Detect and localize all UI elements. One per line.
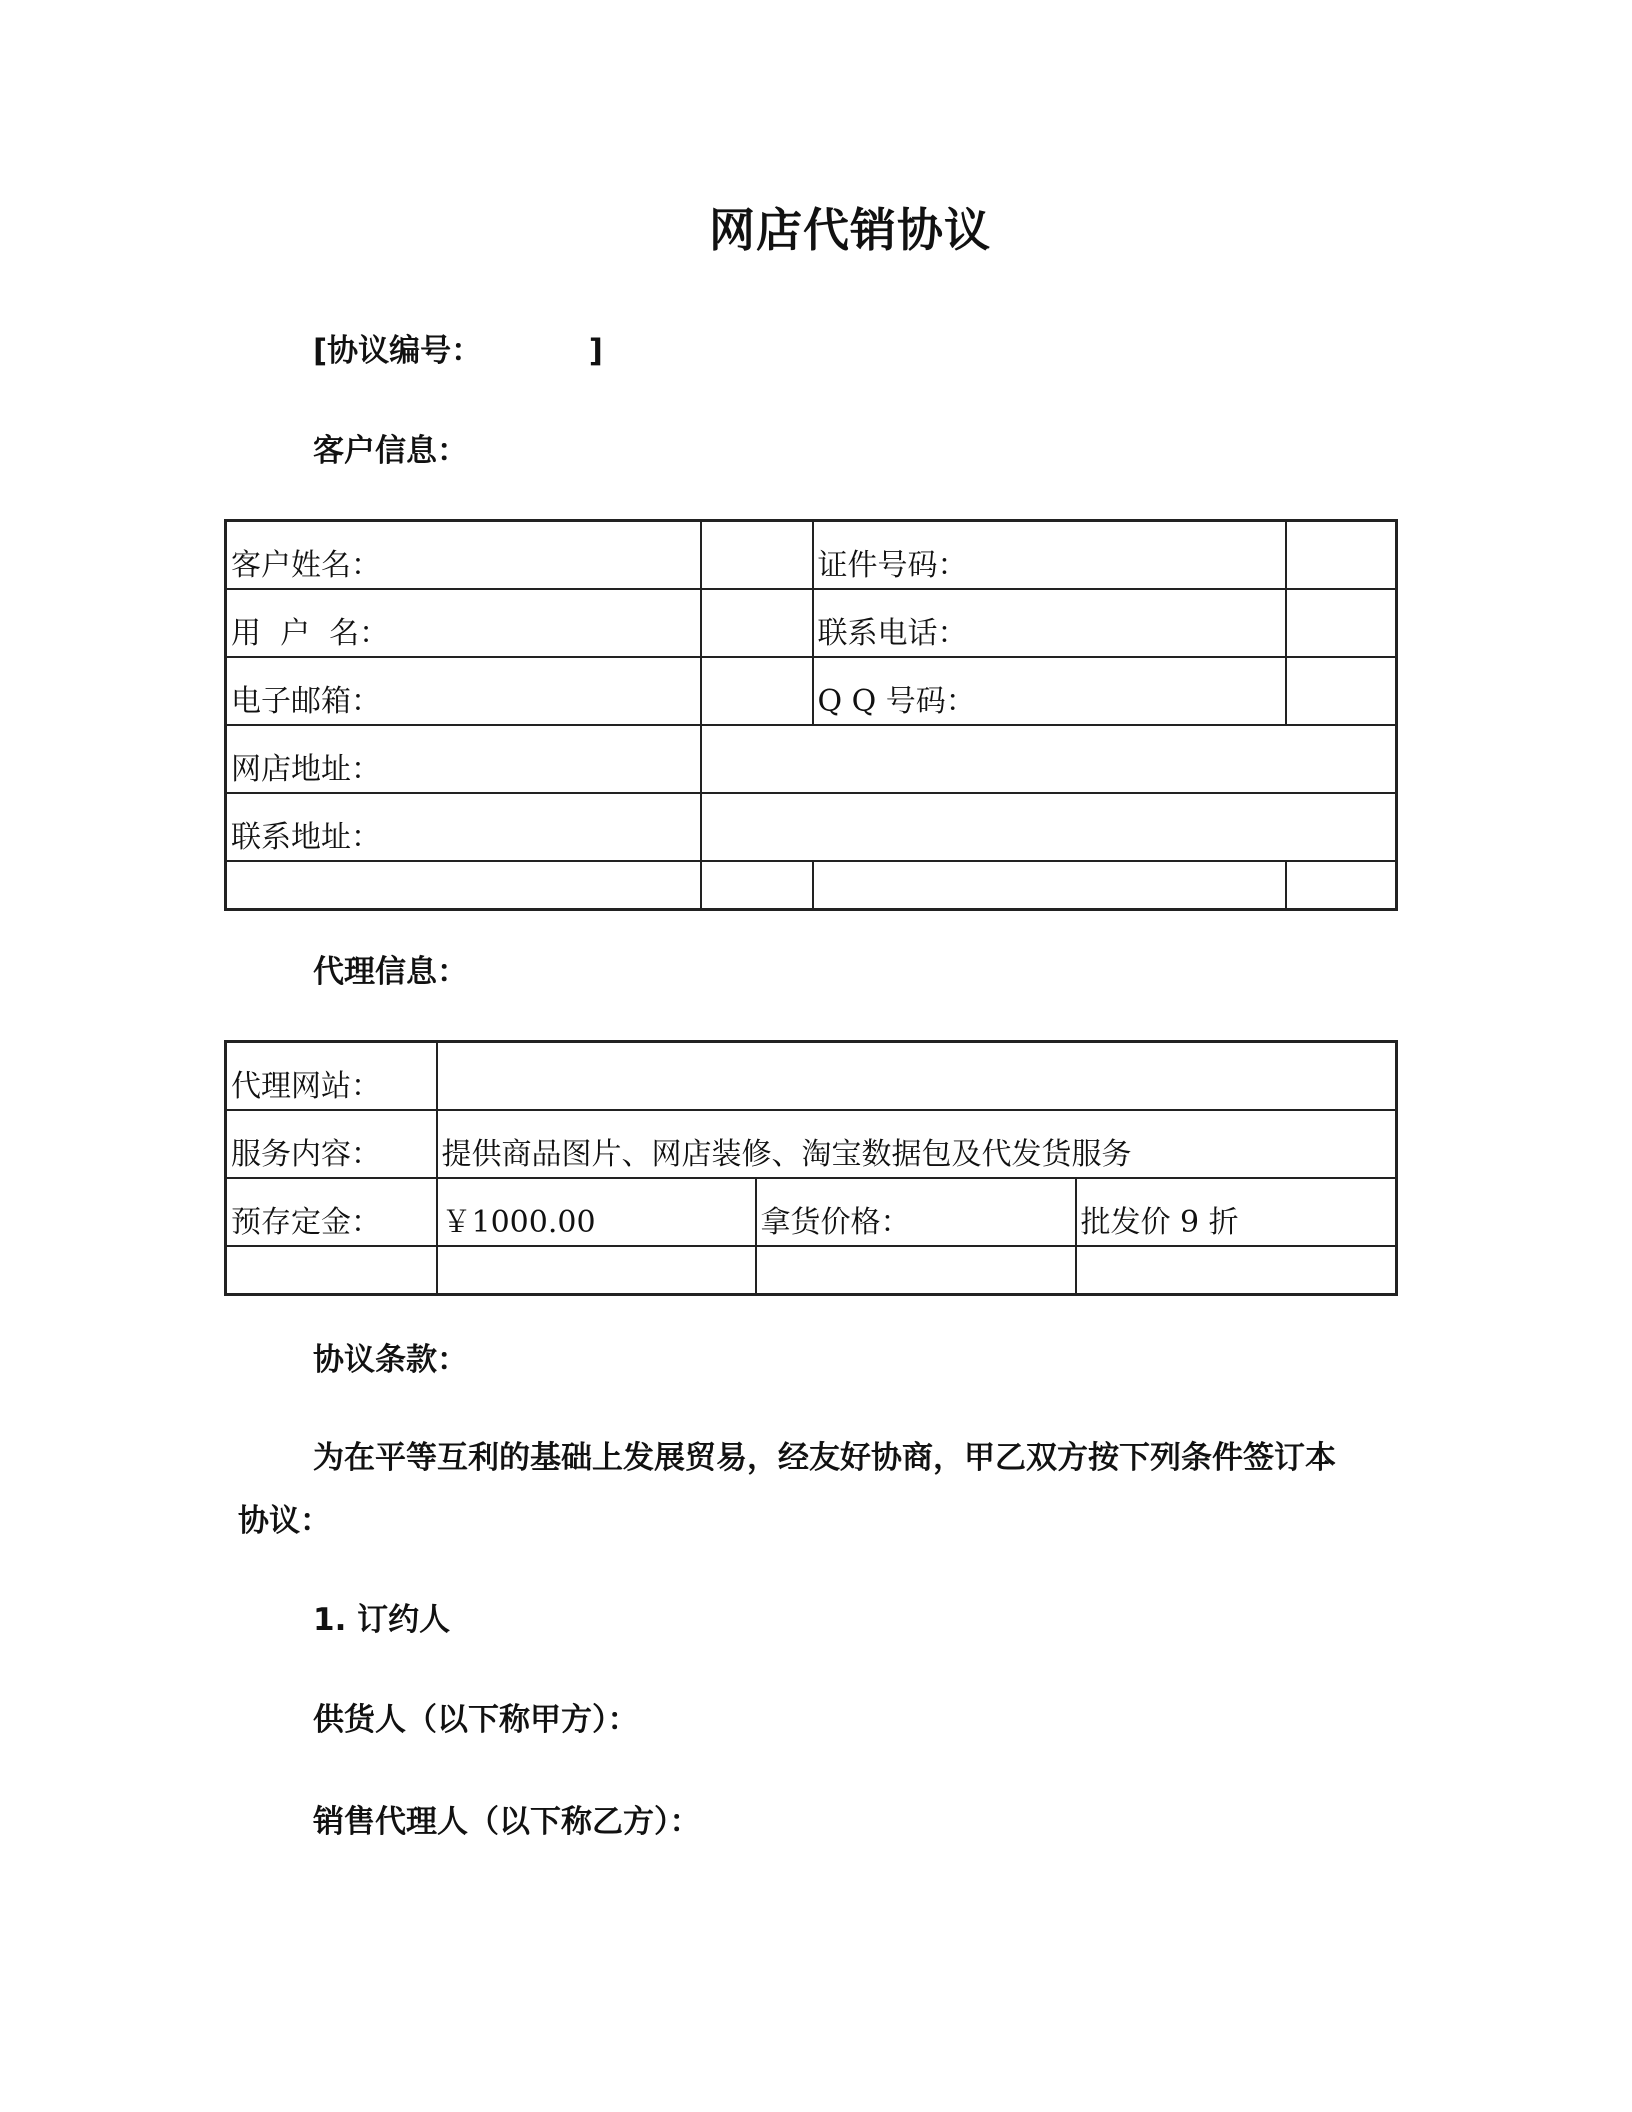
agreement-number-open: [协议编号： (313, 333, 483, 369)
agent-website-label: 代理网站： (226, 1042, 437, 1111)
email-label: 电子邮箱： (226, 657, 701, 725)
table-row (226, 589, 1397, 657)
phone-field[interactable] (1286, 589, 1397, 657)
customer-section-label: 客户信息： (313, 433, 468, 469)
table-row (226, 521, 1397, 590)
purchase-price-value[interactable]: 批发价 9 折 (1076, 1178, 1397, 1246)
customer-name-label: 客户姓名： (226, 521, 701, 590)
table-row (226, 1110, 1397, 1178)
table-row (226, 1178, 1397, 1246)
empty-cell[interactable] (1076, 1246, 1397, 1295)
table-row (226, 1246, 1397, 1295)
service-content-label: 服务内容： (226, 1110, 437, 1178)
agent-section-label: 代理信息： (313, 954, 468, 990)
empty-cell[interactable] (226, 1246, 437, 1295)
terms-section-label: 协议条款： (313, 1342, 468, 1378)
supplier-label: 供货人（以下称甲方）： (313, 1702, 639, 1738)
empty-cell[interactable] (756, 1246, 1076, 1295)
empty-cell[interactable] (437, 1246, 756, 1295)
empty-cell[interactable] (813, 861, 1286, 910)
empty-cell[interactable] (226, 861, 701, 910)
service-content-value[interactable]: 提供商品图片、网店装修、淘宝数据包及代发货服务 (437, 1110, 1397, 1178)
email-field[interactable] (701, 657, 813, 725)
intro-paragraph-line-1: 为在平等互利的基础上发展贸易，经友好协商，甲乙双方按下列条件签订本 (313, 1440, 1336, 1476)
document-title: 网店代销协议 (709, 203, 991, 257)
deposit-value[interactable]: ￥1000.00 (437, 1178, 756, 1246)
sales-agent-label: 销售代理人（以下称乙方）： (313, 1804, 701, 1840)
shop-address-label: 网店地址： (226, 725, 701, 793)
table-row (226, 793, 1397, 861)
username-label: 用 户 名： (226, 589, 701, 657)
id-number-label: 证件号码： (813, 521, 1286, 590)
customer-name-field[interactable] (701, 521, 813, 590)
id-number-field[interactable] (1286, 521, 1397, 590)
customer-info-table (224, 519, 1398, 911)
empty-cell[interactable] (1286, 861, 1397, 910)
shop-address-field[interactable] (701, 725, 1397, 793)
agreement-number-label (313, 325, 603, 370)
agent-info-table (224, 1040, 1398, 1296)
agent-website-field[interactable] (437, 1042, 1397, 1111)
table-row (226, 1042, 1397, 1111)
qq-label: Q Q 号码： (813, 657, 1286, 725)
phone-label: 联系电话： (813, 589, 1286, 657)
table-row (226, 861, 1397, 910)
clause-1-title: 1. 订约人 (313, 1602, 451, 1638)
username-field[interactable] (701, 589, 813, 657)
purchase-price-label: 拿货价格： (756, 1178, 1076, 1246)
contact-address-label: 联系地址： (226, 793, 701, 861)
qq-field[interactable] (1286, 657, 1397, 725)
table-row (226, 657, 1397, 725)
agreement-number-close: ] (588, 333, 603, 369)
deposit-label: 预存定金： (226, 1178, 437, 1246)
contact-address-field[interactable] (701, 793, 1397, 861)
empty-cell[interactable] (701, 861, 813, 910)
intro-paragraph-line-2: 协议： (238, 1503, 331, 1539)
table-row (226, 725, 1397, 793)
